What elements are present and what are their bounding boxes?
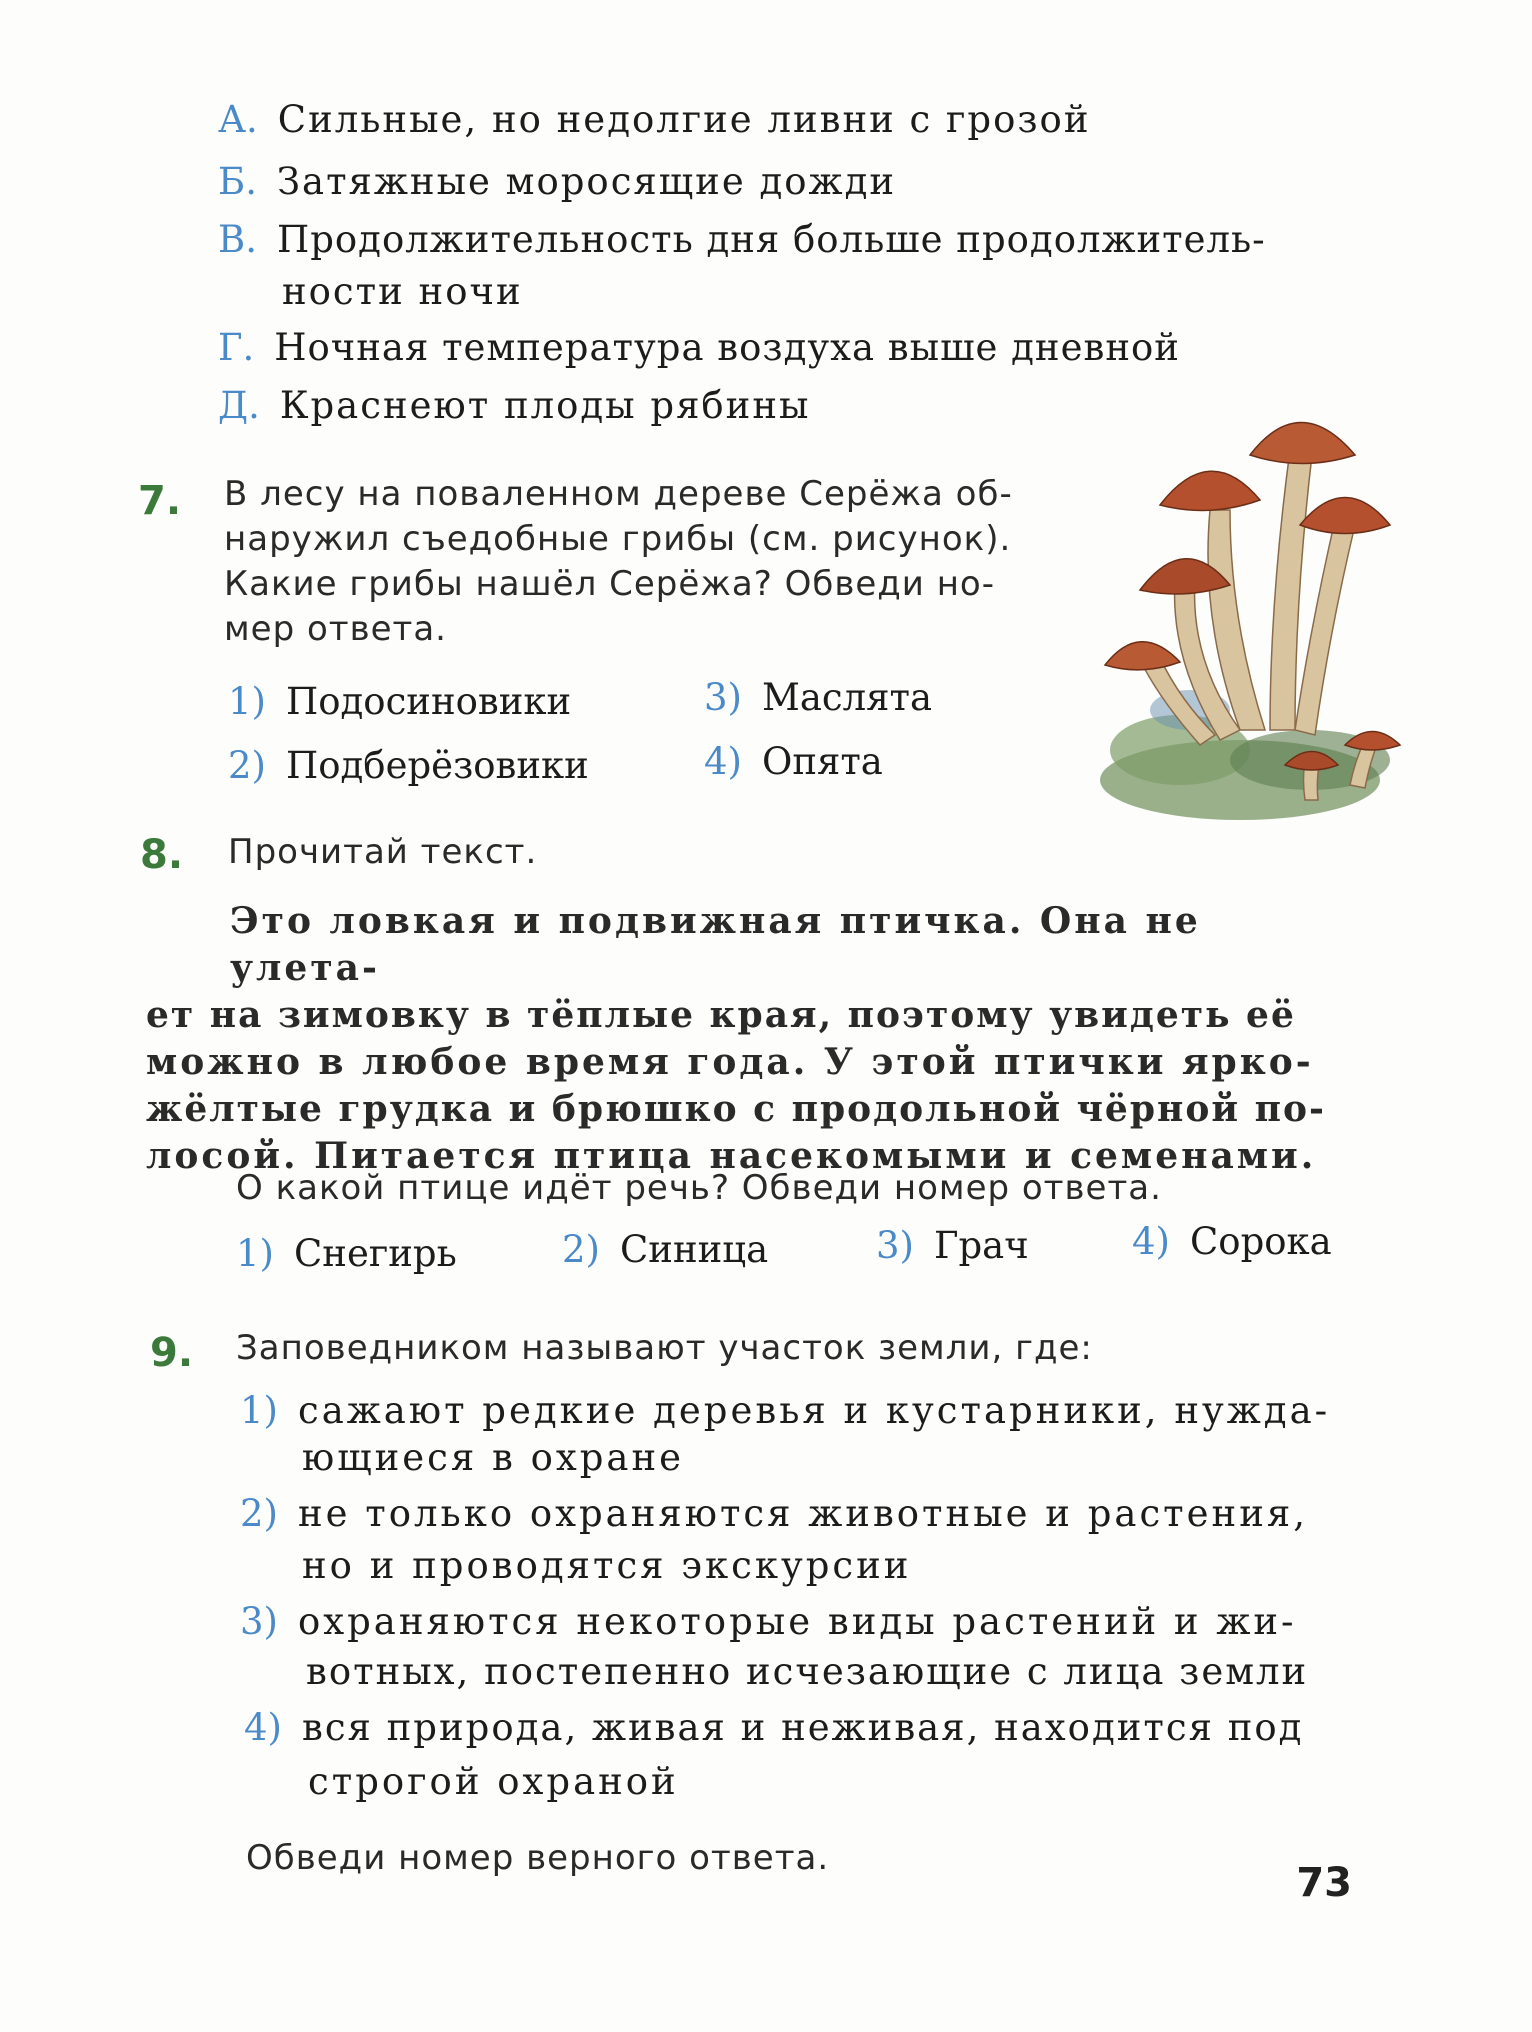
q9-answer-2-cont: но и проводятся экскурсии	[302, 1544, 912, 1587]
page-number: 73	[1296, 1860, 1352, 1906]
q9-answer-1[interactable]: 1) сажают редкие деревья и кустарники, нужда-	[240, 1389, 1331, 1432]
option-v: В. Продолжительность дня больше продолжитель-	[218, 218, 1266, 261]
q8-question: О какой птице идёт речь? Обведи номер ответа.	[236, 1168, 1162, 1208]
q7-answer-1[interactable]: 1) Подосиновики	[228, 680, 572, 723]
q8-passage: Это ловкая и подвижная птичка. Она не улета- ет на зимовку в тёплые края, поэтому увидеть её можно в любое время года. У этой птички ярко- жёлтые грудка и брюшко с продольной чёрной по- лосой. Питается птица насекомыми и семенами.	[146, 900, 1326, 1177]
q7-answer-2[interactable]: 2) Подберёзовики	[228, 744, 589, 787]
q8-number: 8.	[140, 832, 184, 878]
mushroom-illustration	[1090, 400, 1430, 840]
q7-text: В лесу на поваленном дереве Серёжа об- наружил съедобные грибы (см. рисунок). Какие грибы нашёл Серёжа? Обведи но- мер ответа.	[224, 474, 1013, 649]
q9-number: 9.	[150, 1330, 194, 1376]
q7-number: 7.	[138, 478, 182, 524]
q9-intro: Заповедником называют участок земли, где:	[236, 1328, 1093, 1368]
q8-answer-1[interactable]: 1) Снегирь	[236, 1232, 457, 1275]
q8-intro: Прочитай текст.	[228, 832, 538, 872]
q8-answer-4[interactable]: 4) Сорока	[1132, 1220, 1332, 1263]
q9-answer-1-cont: ющиеся в охране	[302, 1436, 685, 1479]
option-d: Д. Краснеют плоды рябины	[218, 384, 811, 427]
q9-answer-2[interactable]: 2) не только охраняются животные и растения,	[240, 1492, 1308, 1535]
q8-answer-2[interactable]: 2) Синица	[562, 1228, 769, 1271]
q7-answer-3[interactable]: 3) Маслята	[704, 676, 933, 719]
q9-answer-4[interactable]: 4) вся природа, живая и неживая, находится под	[244, 1706, 1304, 1749]
q9-answer-3-cont: вотных, постепенно исчезающие с лица земли	[306, 1650, 1309, 1693]
option-v-cont: ности ночи	[282, 270, 523, 313]
option-g: Г. Ночная температура воздуха выше дневной	[218, 326, 1180, 369]
option-b: Б. Затяжные моросящие дожди	[218, 160, 897, 203]
q7-answer-4[interactable]: 4) Опята	[704, 740, 883, 783]
q9-footer: Обведи номер верного ответа.	[246, 1838, 830, 1878]
q8-answer-3[interactable]: 3) Грач	[876, 1224, 1029, 1267]
q9-answer-3[interactable]: 3) охраняются некоторые виды растений и жи-	[240, 1600, 1297, 1643]
option-a: А. Сильные, но недолгие ливни с грозой	[218, 98, 1091, 141]
q9-answer-4-cont: строгой охраной	[308, 1760, 679, 1803]
